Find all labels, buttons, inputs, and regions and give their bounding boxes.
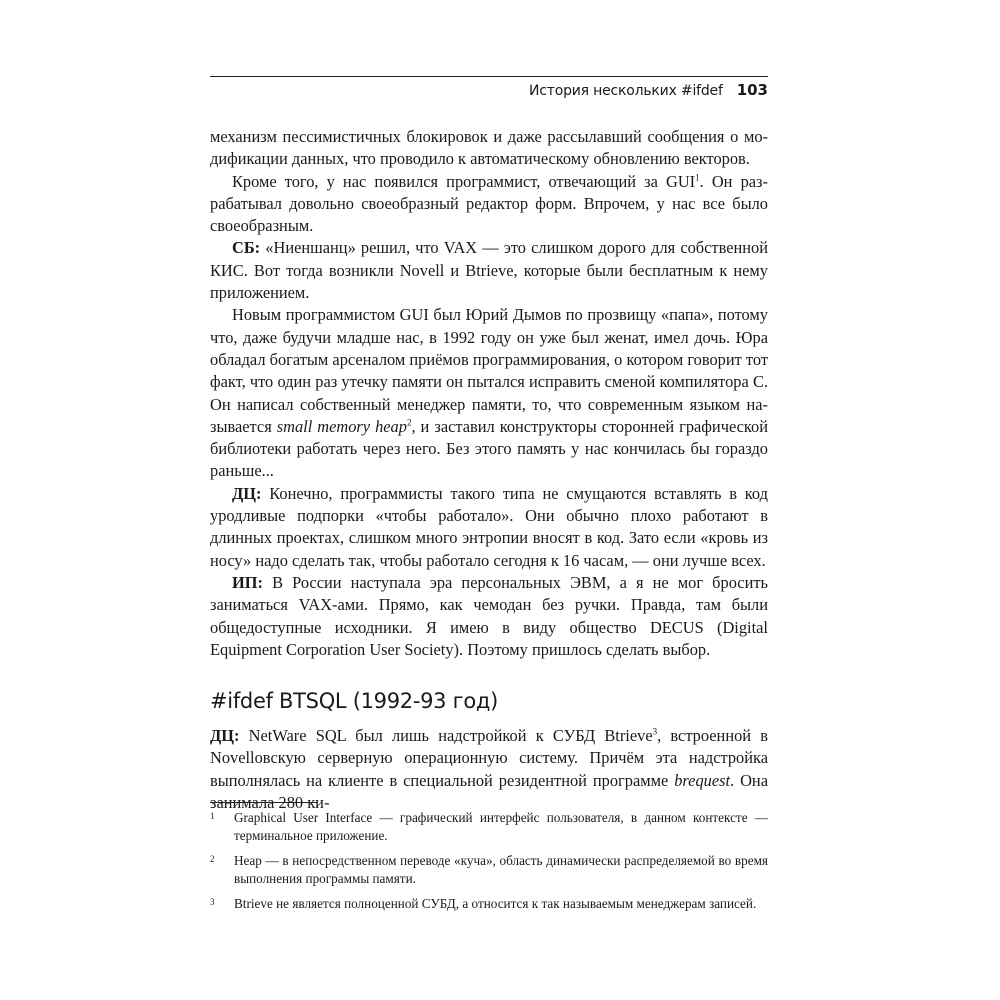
paragraph-3 [210,237,768,304]
paragraph-3-text: «Ниеншанц» решил, что VAX — это слишком дорого для собственной КИС. Вот тогда возникли Novell и Btrieve, которые были бесплатным к нему приложением. [210,238,768,303]
paragraph-4-emphasis: small memory heap [276,416,407,436]
footnote-2 [210,852,768,887]
footnote-3 [210,895,768,913]
speaker-dc-2: ДЦ: [210,726,240,746]
section-heading: #ifdef BTSQL (1992-93 год) [210,689,499,714]
running-header-title: История нескольких #ifdef [528,83,723,99]
paragraph-4 [210,304,768,482]
footnote-text: Graphical User Interface — графический интерфейс пользователя, в данном контексте — терминальное приложение. [234,810,768,843]
speaker-dc: ДЦ: [232,483,262,503]
speaker-sb: СБ: [232,238,261,258]
main-text [210,126,768,814]
page-number: 103 [736,81,768,99]
paragraph-4-text-a: Новым программистом GUI был Юрий Дымов по прозвищу «папа», потому что, даже будучи младше нас, в 1992 году он уже был женат, имел дочь. Юра обладал богатым арсеналом приёмов программирования, о котором говорит тот факт, что один раз утечку памяти он пытался исправить сменой компилятора С. Он написал собственный менеджер памяти, то, что современным языком называется [210,305,768,436]
footnote-divider [210,802,318,803]
paragraph-4-text-b: , и заставил конструкторы сторонней графической библиотеки работать через него. Без этого память у нас кончилась бы гораздо раньше... [210,416,769,481]
paragraph-2 [210,171,768,238]
footnote-ref-2: 2 [406,417,412,428]
paragraph-1-text: механизм пессимистичных блокировок и даже рассылавший сообщения о модификации данных, что проводило к автоматическому обновлению векторов. [210,127,768,169]
footnote-text: Btrieve не является полноценной СУБД, а относится к так называемым менеджерам записей. [234,896,757,911]
footnote-ref-1: 1 [695,172,700,183]
footnotes [210,802,768,921]
paragraph-7-emphasis: brequest [674,770,731,790]
paragraph-7-text-b: , встроенной в Novellовскую серверную операционную систему. Причём эта надстройка выполнялась на клиенте в специальной резидентной программе [210,726,768,790]
paragraph-6 [210,572,768,661]
footnote-ref-3: 3 [652,726,658,737]
paragraph-6-text: В России наступала эра персональных ЭВМ, а я не мог бросить заниматься VAX-ами. Прямо, как чемодан без ручки. Правда, там были общедоступные исходники. Я имею в виду общество DECUS (Digital Equipment Corporation User Society). Поэтому пришлось сделать выбор. [210,572,768,659]
paragraph-2-text-b: . Он разрабатывал довольно своеобразный редактор форм. Впрочем, у нас все было своеобразным. [210,171,768,236]
footnote-text: Heap — в непосредственном переводе «куча», область динамически распределяемой во время выполнения программы памяти. [234,853,768,886]
paragraph-7 [210,725,768,814]
footnote-number: 1 [210,811,215,821]
footnote-number: 3 [210,897,215,907]
speaker-ip: ИП: [232,572,263,592]
paragraph-1 [210,126,768,171]
running-header [210,76,768,99]
footnote-1 [210,809,768,844]
paragraph-5 [210,483,768,572]
paragraph-5-text: Конечно, программисты такого типа не смущаются вставлять в код уродливые подпорки «чтобы работало». Они обычно плохо работают в длинных проектах, слишком много энтропии вносят в код. Зато если «кровь из носу» надо сделать так, чтобы работало сегодня к 16 часам, — они лучше всех. [210,483,768,570]
paragraph-7-text-c: . Она занимала 280 ки- [210,770,768,813]
paragraph-7-text-a: NetWare SQL был лишь надстройкой к СУБД Btrieve [239,726,653,746]
paragraph-2-text-a: Кроме того, у нас появился программист, отвечающий за GUI [232,171,696,191]
footnote-number: 2 [210,854,215,864]
